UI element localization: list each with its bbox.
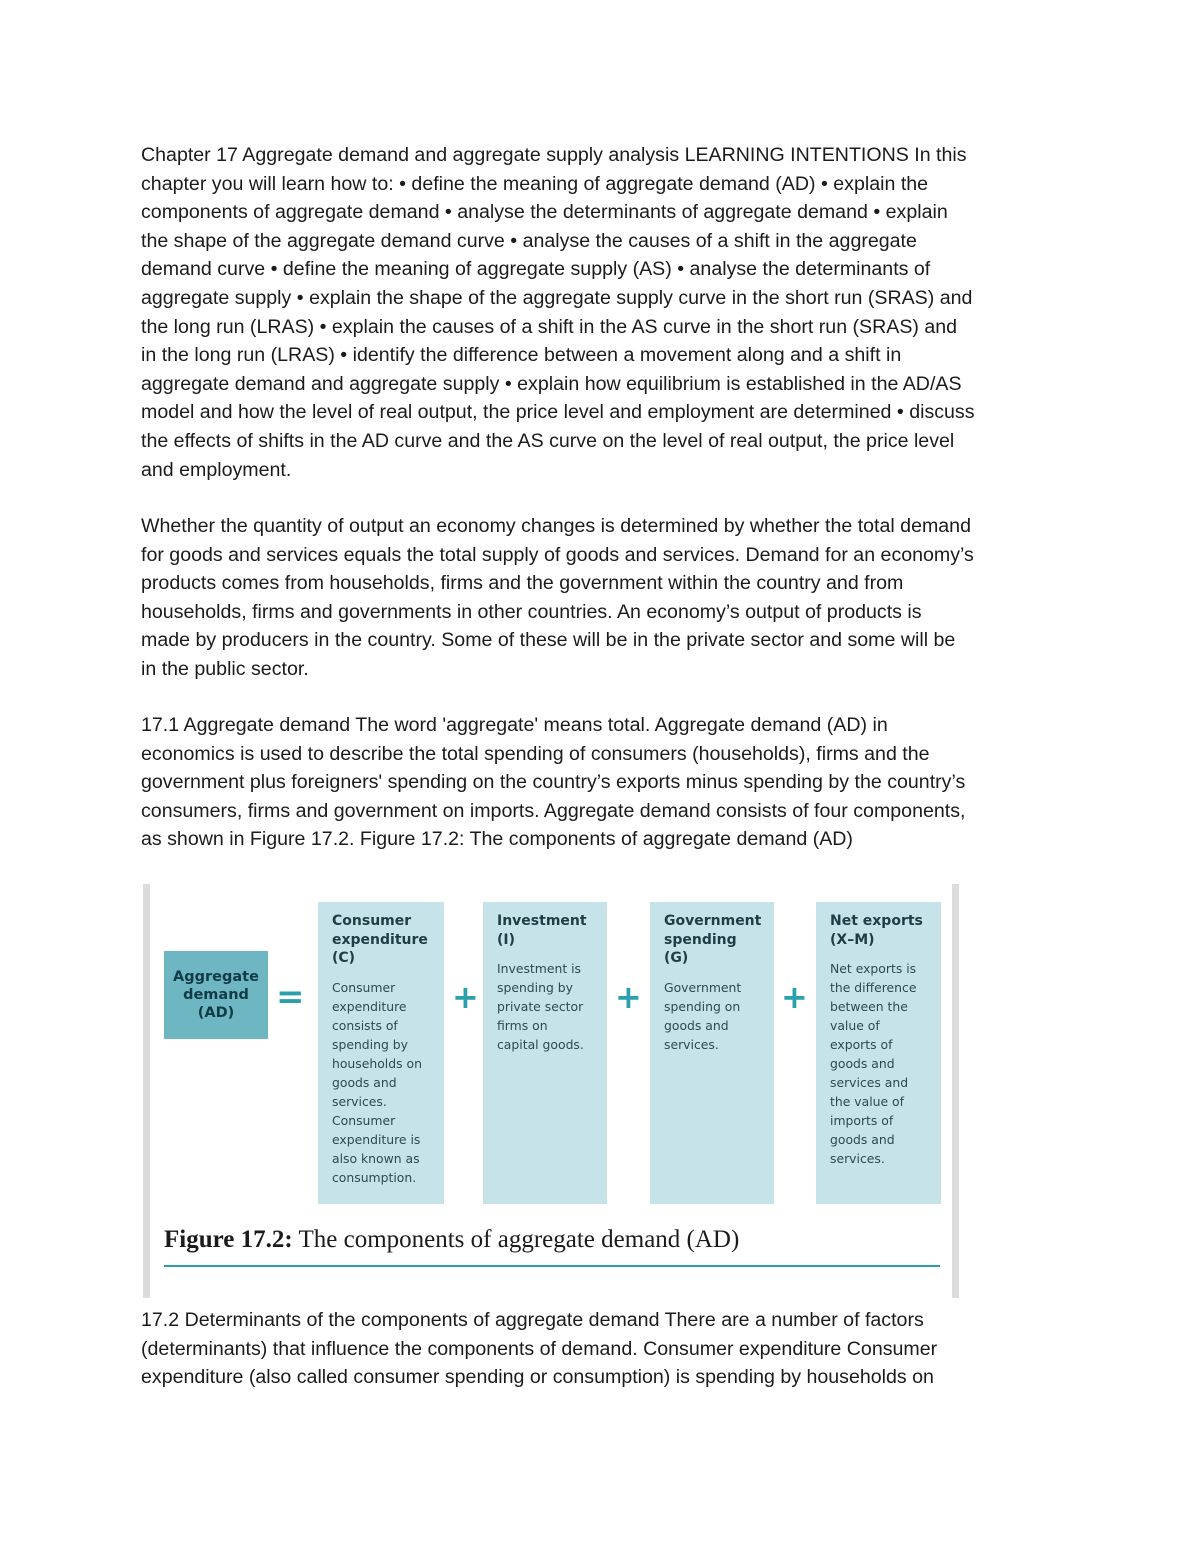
figure-right-border <box>952 884 959 1298</box>
component-title: Investment (I) <box>497 913 587 948</box>
figure-caption <box>164 1226 739 1254</box>
component-description: Consumer expenditure consists of spending by households on goods and services. Consumer expenditure is also known as consumption. <box>332 979 422 1185</box>
section-17-1-paragraph: 17.1 Aggregate demand The word 'aggregate' means total. Aggregate demand (AD) in economics is used to describe the total spending of consumers (households), firms and the government plus foreigners' spending on the country’s exports minus spending by the country’s consumers, firms and government on imports. Aggregate demand consists of four components, as shown in Figure 17.2. Figure 17.2: The components of aggregate demand (AD) <box>141 714 966 851</box>
aggregate-demand-box <box>164 951 268 1039</box>
output-demand-paragraph: Whether the quantity of output an economy changes is determined by whether the total demand for goods and services equals the total supply of goods and services. Demand for an economy’s products comes from households, firms and the government within the country and from households, firms and governments in other countries. An economy’s output of products is made by producers in the country. Some of these will be in the private sector and some will be in the public sector. <box>141 515 974 680</box>
aggregate-demand-label: Aggregate demand (AD) <box>173 969 259 1021</box>
equals-sign: = <box>276 977 305 1017</box>
chapter-intro-paragraph: Chapter 17 Aggregate demand and aggregate supply analysis LEARNING INTENTIONS In this chapter you will learn how to: • define the meaning of aggregate demand (AD) • explain the components of aggregate demand • analyse the determinants of aggregate demand • explain the shape of the aggregate demand curve • analyse the causes of a shift in the aggregate demand curve • define the meaning of aggregate supply (AS) • analyse the determinants of aggregate supply • explain the shape of the aggregate supply curve in the short run (SRAS) and the long run (LRAS) • explain the causes of a shift in the AS curve in the short run (SRAS) and in the long run (LRAS) • identify the difference between a movement along and a shift in aggregate demand and aggregate supply • explain how equilibrium is established in the AD/AS model and how the level of real output, the price level and employment are determined • discuss the effects of shifts in the AD curve and the AS curve on the level of real output, the price level and employment. <box>141 144 975 481</box>
component-net-exports <box>816 902 941 1204</box>
plus-sign: + <box>452 978 479 1016</box>
component-government-spending <box>650 902 774 1204</box>
component-title: Government spending (G) <box>664 913 762 966</box>
figure-caption-rule <box>164 1265 940 1267</box>
component-consumer-expenditure <box>318 902 444 1204</box>
component-description: Net exports is the difference between the value of exports of goods and services and the value of imports of goods and services. <box>830 961 917 1166</box>
figure-caption-label: Figure 17.2: <box>164 1226 293 1253</box>
figure-caption-text: The components of aggregate demand (AD) <box>292 1226 740 1253</box>
section-17-2-paragraph: 17.2 Determinants of the components of aggregate demand There are a number of factors (determinants) that influence the components of demand. Consumer expenditure Consumer expenditure (also called consumer spending or consumption) is spending by households on <box>141 1309 938 1389</box>
component-description: Government spending on goods and services. <box>664 979 742 1052</box>
component-investment <box>483 902 607 1204</box>
component-title: Net exports (X–M) <box>830 913 923 948</box>
component-title: Consumer expenditure (C) <box>332 913 428 966</box>
component-description: Investment is spending by private sector firms on capital goods. <box>497 961 584 1052</box>
plus-sign: + <box>781 978 808 1016</box>
figure-left-border <box>143 884 150 1298</box>
figure-17-2 <box>143 884 959 1298</box>
plus-sign: + <box>615 978 642 1016</box>
